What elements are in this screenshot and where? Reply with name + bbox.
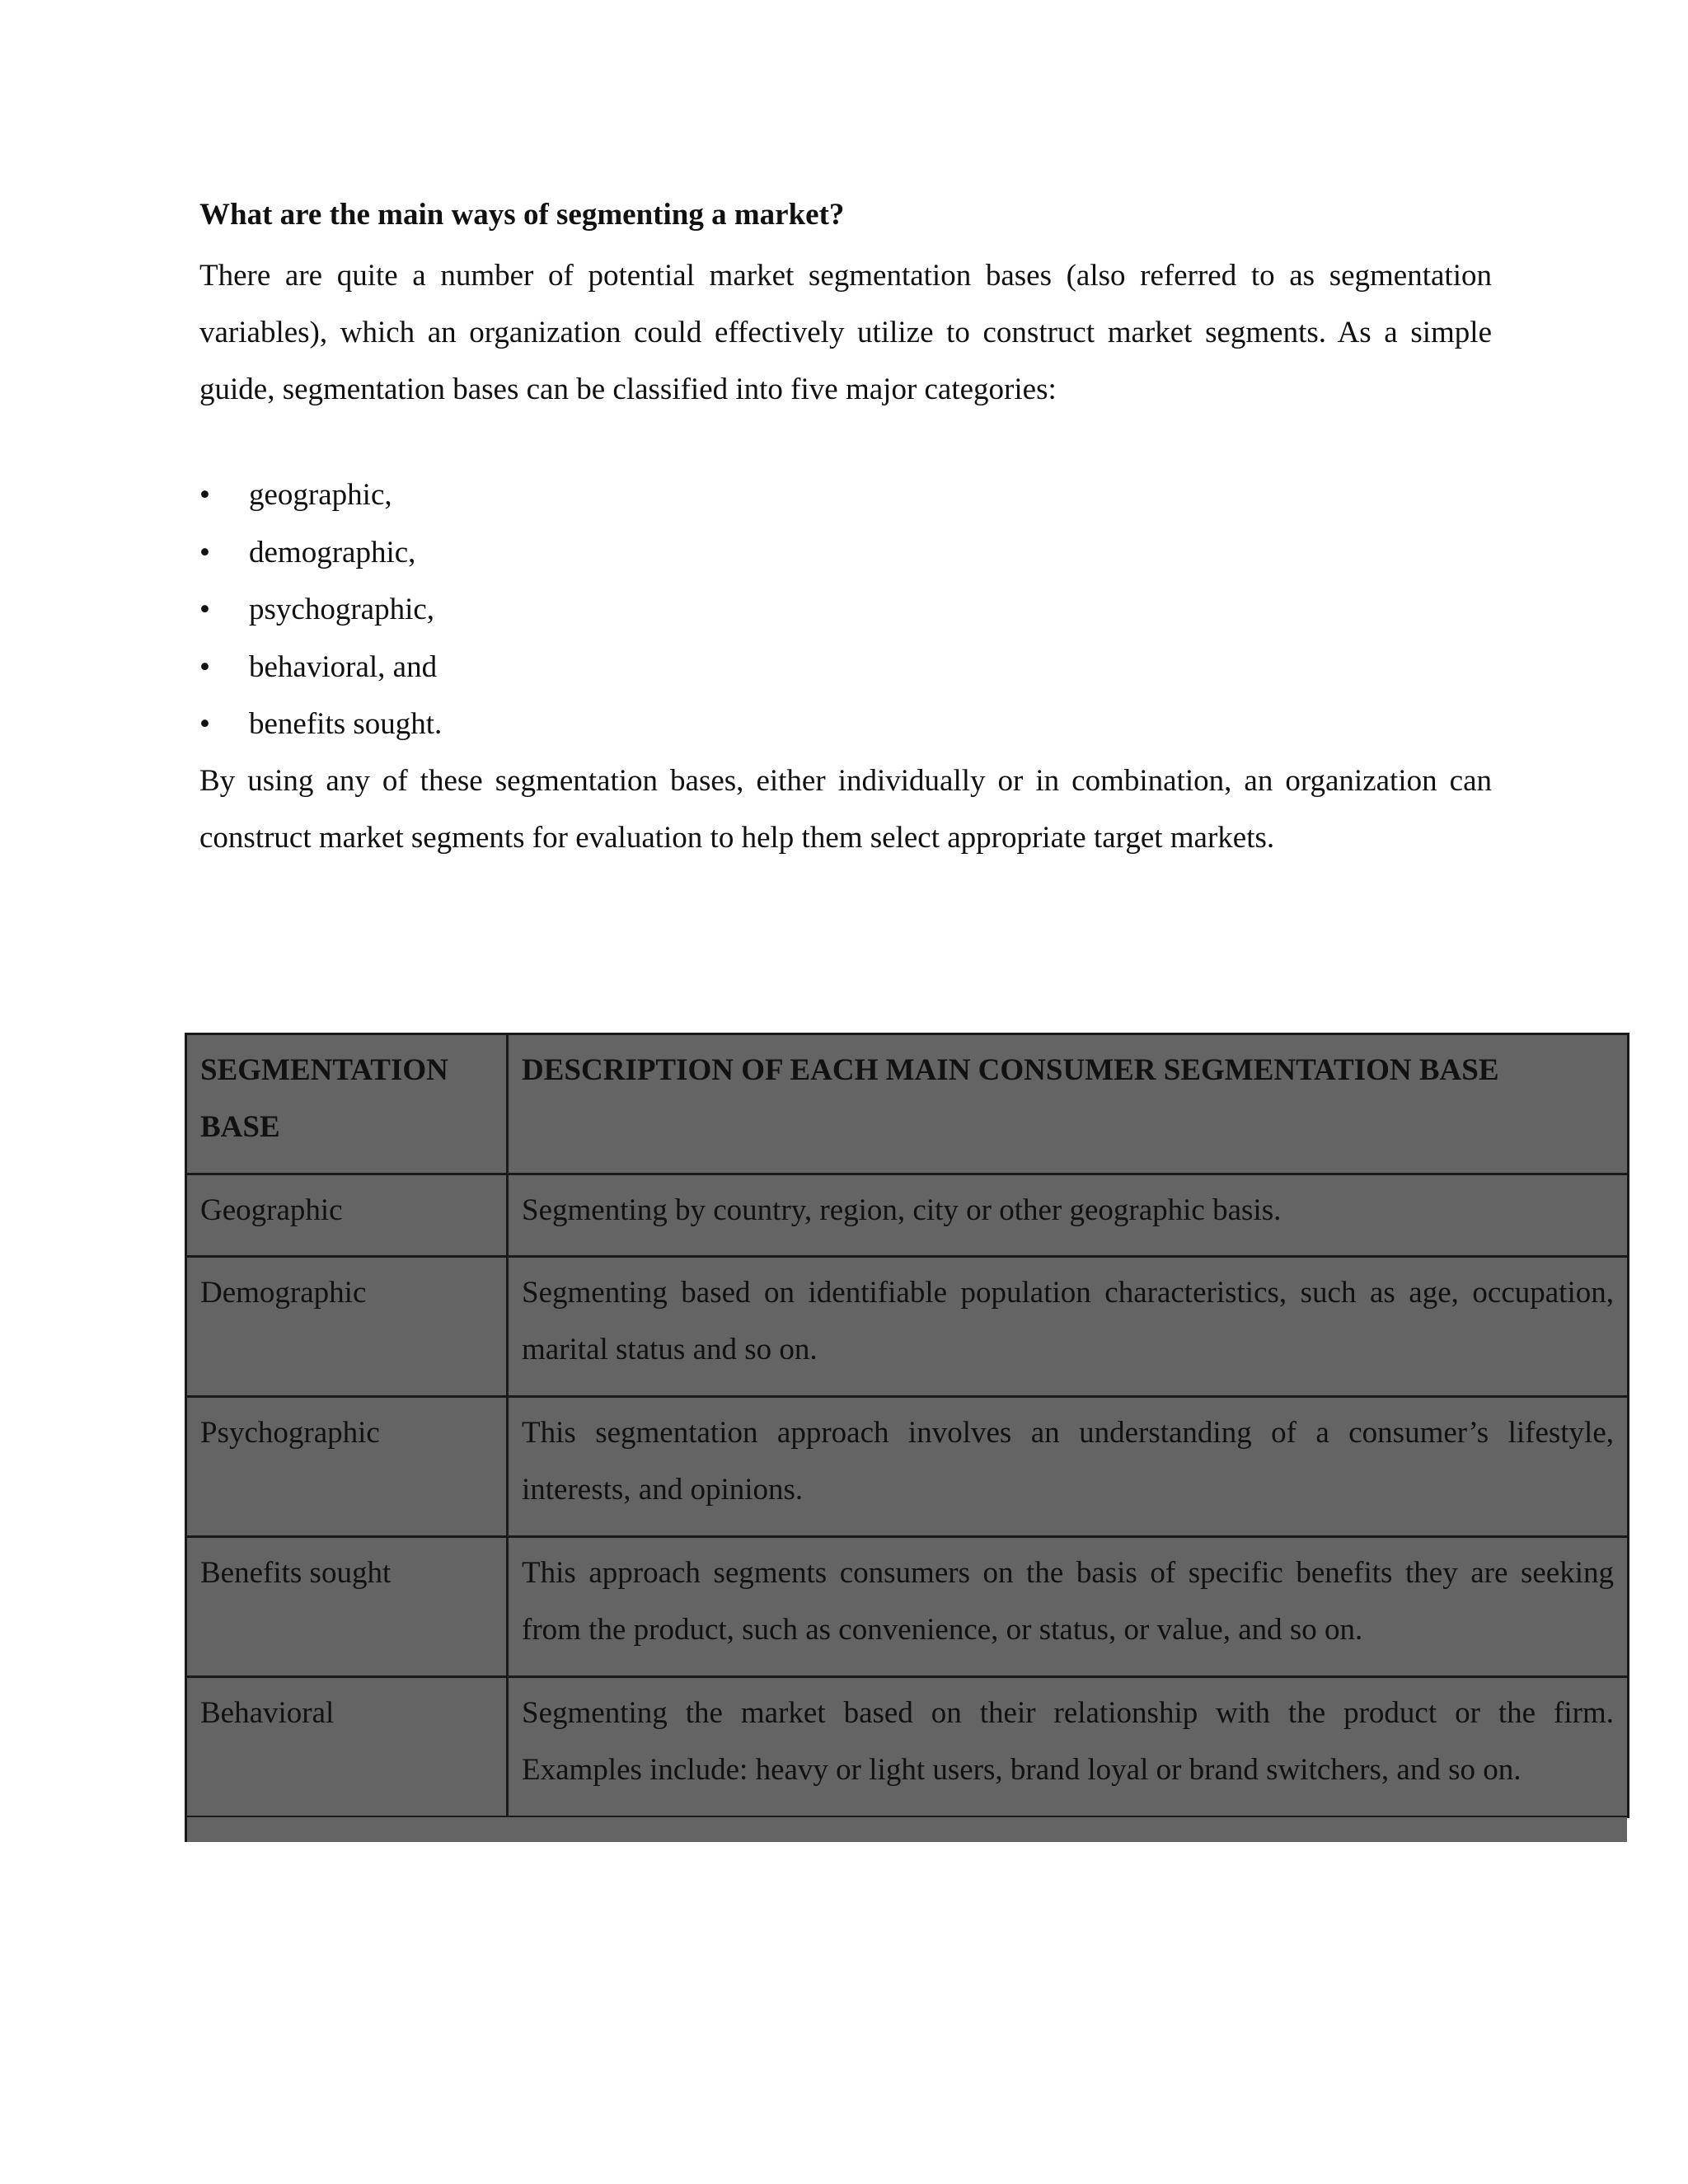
description-cell: Segmenting the market based on their relationship with the product or the firm. Examples include: heavy or light users, brand loyal or brand switchers, and so on. — [508, 1677, 1629, 1817]
segmentation-table — [185, 1033, 1629, 1818]
base-cell: Behavioral — [186, 1677, 508, 1817]
intro-paragraph — [199, 247, 1492, 418]
table-row — [186, 1397, 1629, 1537]
bullet-icon: • — [199, 707, 210, 741]
table-row — [186, 1174, 1629, 1257]
list-item — [199, 639, 442, 696]
segmentation-table-container — [185, 1033, 1627, 1842]
column-header-description: DESCRIPTION OF EACH MAIN CONSUMER SEGMENTATION BASE — [508, 1034, 1629, 1174]
bullet-icon: • — [199, 593, 210, 626]
table-row — [186, 1677, 1629, 1817]
description-cell: Segmenting based on identifiable population characteristics, such as age, occupation, marital status and so on. — [508, 1257, 1629, 1397]
base-cell: Demographic — [186, 1257, 508, 1397]
intro-paragraph-text: There are quite a number of potential market segmentation bases (also referred to as segmentation variables), which an organization could effectively utilize to construct market — [199, 259, 1492, 349]
description-cell: This segmentation approach involves an understanding of a consumer’s lifestyle, interests, and opinions. — [508, 1397, 1629, 1537]
table-row — [186, 1257, 1629, 1397]
list-item-text: behavioral, and — [249, 649, 438, 684]
bullet-icon: • — [199, 535, 210, 569]
section-heading: What are the main ways of segmenting a market? — [199, 198, 845, 232]
list-item-text: demographic, — [249, 535, 416, 569]
base-cell: Psychographic — [186, 1397, 508, 1537]
list-item — [199, 466, 442, 524]
closing-paragraph: By using any of these segmentation bases, either individually or in combination, an organization can construct market segments for evaluation to help them select appropriate target markets. — [199, 764, 1492, 855]
list-item-text: geographic, — [249, 478, 392, 512]
description-cell: This approach segments consumers on the basis of specific benefits they are seeking from the product, such as convenience, or status, or value, and so on. — [508, 1537, 1629, 1677]
list-item-text: benefits sought. — [249, 707, 443, 741]
intro-paragraph-last-line: segments. As a simple guide, segmentation bases can be classified into five major categories: — [199, 316, 1492, 406]
bullet-icon: • — [199, 478, 210, 512]
list-item — [199, 696, 442, 753]
table-header-row — [186, 1034, 1629, 1174]
list-item — [199, 581, 442, 639]
table-bottom-strip — [185, 1817, 1627, 1842]
table-row — [186, 1537, 1629, 1677]
column-header-base: SEGMENTATION BASE — [186, 1034, 508, 1174]
description-cell: Segmenting by country, region, city or other geographic basis. — [508, 1174, 1629, 1257]
base-cell: Benefits sought — [186, 1537, 508, 1677]
segmentation-bases-list — [199, 466, 442, 753]
bullet-icon: • — [199, 649, 210, 684]
list-item — [199, 524, 442, 582]
base-cell: Geographic — [186, 1174, 508, 1257]
list-item-text: psychographic, — [249, 593, 435, 626]
